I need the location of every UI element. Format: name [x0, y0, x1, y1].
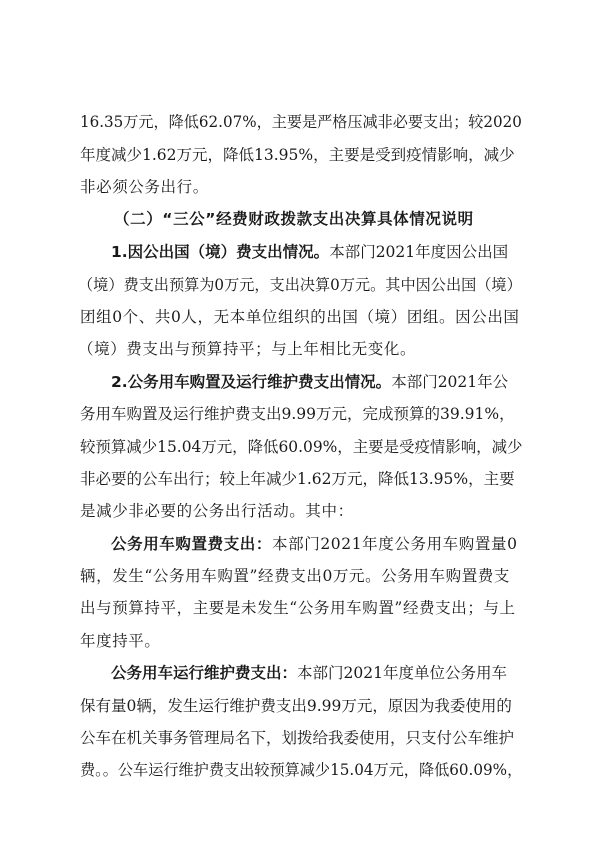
- text-line-18: 公务用车运行维护费支出：本部门2021年度单位公务用车: [111, 664, 507, 682]
- text-line-10: 务用车购置及运行维护费支出9.99万元，完成预算的39.91%，: [80, 405, 515, 423]
- text-line-16: 出与预算持平，主要是未发生“公务用车购置”经费支出；与上: [80, 599, 516, 617]
- text-line-11: 较预算减少15.04万元，降低60.09%，主要是受疫情影响，减少: [80, 438, 523, 456]
- text-line-17: 年度持平。: [80, 632, 161, 650]
- text-line-14: 公务用车购置费支出：本部门2021年度公务用车购置量0: [111, 535, 518, 553]
- text-line-12: 非必要的公车出行；较上年减少1.62万元，降低13.95%，主要: [80, 470, 515, 488]
- text-line-8: （境）费支出与预算持平；与上年相比无变化。: [78, 340, 417, 358]
- text-line-15: 辆，发生“公务用车购置”经费支出0万元。公务用车购置费支: [80, 567, 511, 585]
- text-line-1: 16.35万元，降低62.07%，主要是严格压减非必要支出；较2020: [80, 113, 522, 131]
- text-line-19: 保有量0辆，发生运行维护费支出9.99万元，原因为我委使用的: [80, 697, 512, 715]
- text-line-7: 团组0个、共0人，无本单位组织的出国（境）团组。因公出国: [80, 308, 520, 326]
- text-line-20: 公车在机关事务管理局名下，划拨给我委使用，只支付公车维护: [80, 729, 515, 747]
- text-line-13: 是减少非必要的公务出行活动。其中：: [80, 502, 354, 520]
- text-line-5: 1.因公出国（境）费支出情况。本部门2021年度因公出国: [111, 243, 509, 261]
- text-line-21: 费。。公车运行维护费支出较预算减少15.04万元，降低60.09%，: [80, 761, 523, 779]
- text-line-2: 年度减少1.62万元，降低13.95%，主要是受到疫情影响，减少: [80, 146, 515, 164]
- text-line-9: 2.公务用车购置及运行维护费支出情况。本部门2021年公: [111, 373, 509, 391]
- text-line-3: 非必须公务出行。: [80, 178, 209, 196]
- section-heading: （二）“三公”经费财政拨款支出决算具体情况说明: [114, 210, 474, 228]
- text-line-6: （境）费支出预算为0万元，支出决算0万元。其中因公出国（境）: [78, 276, 522, 294]
